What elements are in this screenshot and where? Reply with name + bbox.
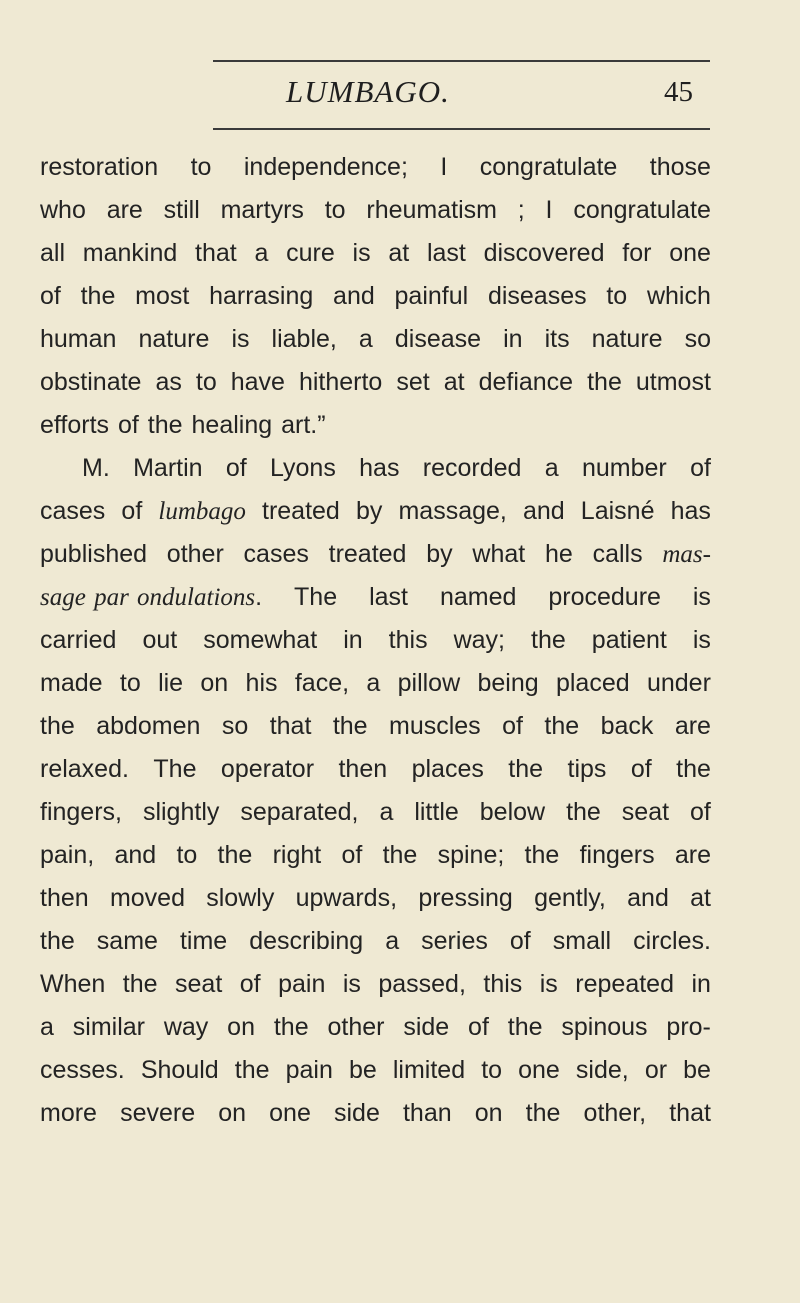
text-line: all mankind that a cure is at last discovered for one: [40, 239, 711, 267]
text-line: M. Martin of Lyons has recorded a number of: [82, 454, 711, 482]
text-line: cesses. Should the pain be limited to one side, or be: [40, 1056, 711, 1084]
text-line: carried out somewhat in this way; the patient is: [40, 626, 711, 654]
text-line: the abdomen so that the muscles of the back are: [40, 712, 711, 740]
text-line: relaxed. The operator then places the tips of the: [40, 755, 711, 783]
text-line: fingers, slightly separated, a little below the seat of: [40, 798, 711, 826]
header-top-rule: [213, 60, 710, 62]
paragraph-2: [40, 447, 711, 1135]
text-line: cases of lumbago treated by massage, and Laisné has: [40, 497, 711, 525]
text-line: more severe on one side than on the other, that: [40, 1099, 711, 1127]
text-line: a similar way on the other side of the spinous pro-: [40, 1013, 711, 1041]
text-line: made to lie on his face, a pillow being placed under: [40, 669, 711, 697]
text-line: sage par ondulations. The last named procedure is: [40, 583, 711, 611]
text-line: the same time describing a series of small circles.: [40, 927, 711, 955]
paragraph-1: [40, 146, 711, 447]
body-text: [40, 146, 711, 1135]
text-line: who are still martyrs to rheumatism ; I congratulate: [40, 196, 711, 224]
text-line: obstinate as to have hitherto set at defiance the utmost: [40, 368, 711, 396]
text-line: pain, and to the right of the spine; the fingers are: [40, 841, 711, 869]
text-line: efforts of the healing art.”: [40, 411, 326, 439]
text-line: then moved slowly upwards, pressing gently, and at: [40, 884, 711, 912]
running-head: [0, 70, 800, 110]
text-line: of the most harrasing and painful diseases to which: [40, 282, 711, 310]
header-bottom-rule: [213, 128, 710, 130]
running-title: LUMBAGO.: [286, 74, 450, 109]
text-line: When the seat of pain is passed, this is repeated in: [40, 970, 711, 998]
text-line: published other cases treated by what he calls mas-: [40, 540, 711, 568]
page-number: 45: [664, 76, 693, 108]
text-line: restoration to independence; I congratulate those: [40, 153, 711, 181]
text-line: human nature is liable, a disease in its nature so: [40, 325, 711, 353]
